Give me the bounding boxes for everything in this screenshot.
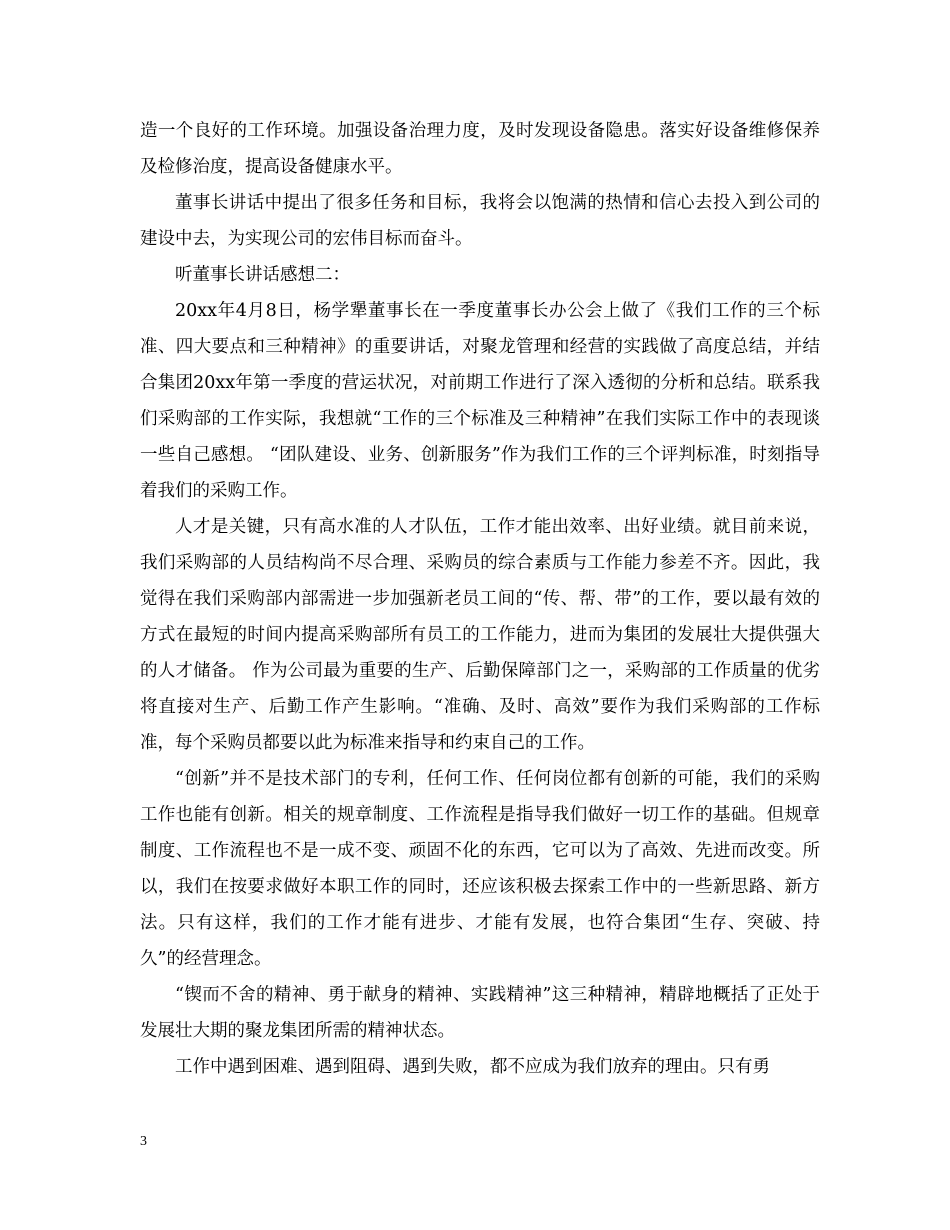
- paragraph-4: 人才是关键，只有高水准的人才队伍，工作才能出效率、出好业绩。就目前来说，我们采购部的人员结构尚不尽合理、采购员的综合素质与工作能力参差不齐。因此，我觉得在我们采购部内部需进一步加强新老员工间的“传、帮、带”的工作，要以最有效的方式在最短的时间内提高采购部所有员工的工作能力，进而为集团的发展壮大提供强大的人才储备。 作为公司最为重要的生产、后勤保障部门之一，采购部的工作质量的优劣将直接对生产、后勤工作产生影响。“准确、及时、高效”要作为我们采购部的工作标准，每个采购员都要以此为标准来指导和约束自己的工作。: [140, 517, 820, 753]
- paragraph-2: 董事长讲话中提出了很多任务和目标，我将会以饱满的热情和信心去投入到公司的建设中去，为实现公司的宏伟目标而奋斗。: [140, 193, 820, 249]
- paragraph-5: “创新”并不是技术部门的专利，任何工作、任何岗位都有创新的可能，我们的采购工作也能有创新。相关的规章制度、工作流程是指导我们做好一切工作的基础。但规章制度、工作流程也不是一成不变、顽固不化的东西，它可以为了高效、先进而改变。所以，我们在按要求做好本职工作的同时，还应该积极去探索工作中的一些新思路、新方法。只有这样，我们的工作才能有进步、才能有发展，也符合集团“生存、突破、持久”的经营理念。: [140, 769, 820, 969]
- paragraph-3: 20xx年4月8日，杨学犟董事长在一季度董事长办公会上做了《我们工作的三个标准、四大要点和三种精神》的重要讲话，对聚龙管理和经营的实践做了高度总结，并结合集团20xx年第一季度的营运状况，对前期工作进行了深入透彻的分析和总结。联系我们采购部的工作实际，我想就“工作的三个标准及三种精神”在我们实际工作中的表现谈一些自己感想。 “团队建设、业务、创新服务”作为我们工作的三个评判标准，时刻指导着我们的采购工作。: [140, 301, 820, 501]
- document-body: [140, 113, 820, 1085]
- section-heading: 听董事长讲话感想二：: [175, 265, 350, 285]
- paragraph-6: “锲而不舍的精神、勇于献身的精神、实践精神”这三种精神，精辟地概括了正处于发展壮大期的聚龙集团所需的精神状态。: [140, 985, 820, 1041]
- page-number: 3: [140, 1134, 147, 1149]
- paragraph-1: 造一个良好的工作环境。加强设备治理力度，及时发现设备隐患。落实好设备维修保养及检修治度，提高设备健康水平。: [140, 121, 820, 177]
- paragraph-7: 工作中遇到困难、遇到阻碍、遇到失败，都不应成为我们放弃的理由。只有勇: [175, 1057, 770, 1077]
